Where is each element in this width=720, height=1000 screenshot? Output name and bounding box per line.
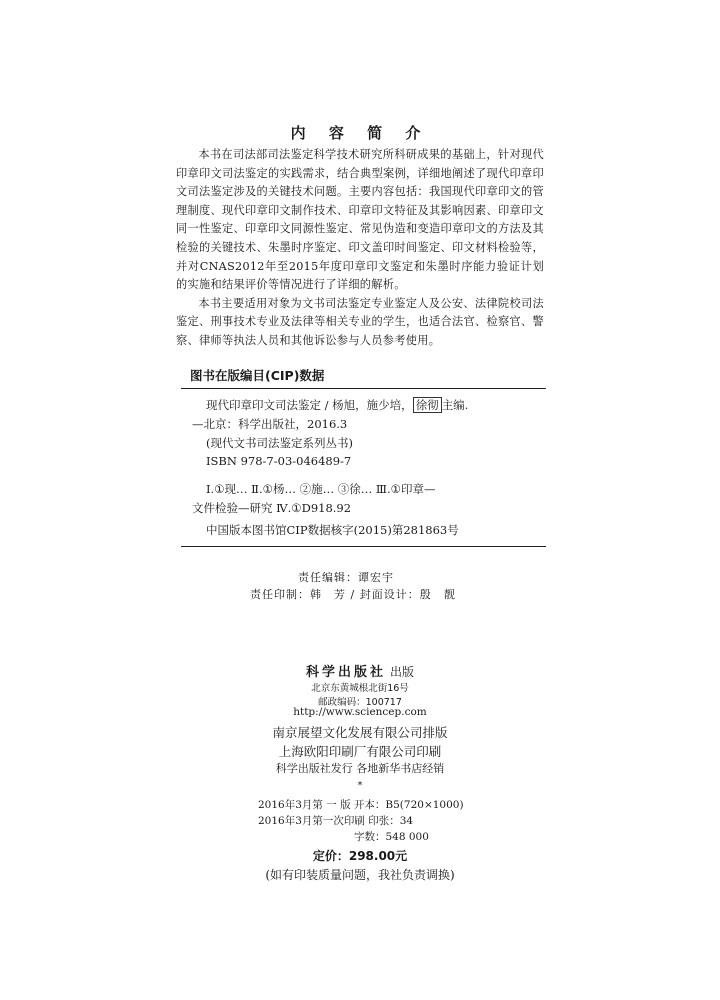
- edition-line: 2016年3月第 一 版 开本：B5(720×1000): [258, 799, 464, 811]
- cip-header: 图书在版编目(CIP)数据: [190, 368, 325, 383]
- cip-line-isbn: ISBN 978-7-03-046489-7: [206, 454, 352, 469]
- cip-line-subject: Ⅰ.①现… Ⅱ.①杨… ②施… ③徐… Ⅲ.①印章—: [206, 482, 436, 497]
- cip-line-series: (现代文书司法鉴定系列丛书): [206, 435, 353, 450]
- cip-block: [192, 396, 542, 518]
- typesetter: 南京展望文化发展有限公司排版: [272, 725, 448, 740]
- cip-bottom-rule: [181, 546, 546, 547]
- cip-editor-role: 主编.: [441, 398, 469, 412]
- quality-notice: (如有印装质量问题，我社负责调换): [265, 868, 455, 882]
- publisher-postcode: 邮政编码：100717: [318, 697, 402, 708]
- cip-line-classification: 文件检验—研究 Ⅳ.①D918.92: [192, 500, 352, 515]
- publisher-address: 北京东黄城根北街16号: [311, 683, 409, 694]
- separator-asterisk: *: [357, 780, 363, 791]
- summary-title: 内 容 简 介: [290, 124, 430, 142]
- cip-record-number: 中国版本图书馆CIP数据核字(2015)第281863号: [206, 523, 459, 537]
- cip-top-rule: [181, 388, 546, 389]
- publisher-action: 出版: [390, 665, 415, 679]
- distribution: 科学出版社发行 各地新华书店经销: [275, 762, 445, 775]
- cip-gap: [192, 471, 542, 480]
- summary-paragraph-2: 本书主要适用对象为文书司法鉴定专业鉴定人及公安、法律院校司法鉴定、刑事技术专业及法律等相关专业的学生，也适合法官、检察官、警察、律师等执法人员和其他诉讼参与人员参考使用。: [176, 296, 544, 347]
- cip-line-title: [192, 396, 542, 415]
- word-count: 字数：548 000: [354, 831, 429, 843]
- cip-boxed-name: 徐彻: [413, 397, 442, 413]
- credit-print-design: 责任印制：韩 芳 / 封面设计：殷 靓: [250, 588, 456, 601]
- publisher-name: 科学出版社: [305, 665, 386, 680]
- price: 定价：298.00元: [312, 849, 408, 863]
- printing-line: 2016年3月第一次印刷 印张：34: [258, 815, 414, 827]
- publisher-website: http://www.sciencep.com: [293, 706, 427, 718]
- credit-editor: 责任编辑：谭宏宇: [298, 571, 394, 584]
- cip-line-imprint: —北京：科学出版社，2016.3: [192, 416, 348, 431]
- publisher-line: [0, 661, 720, 680]
- cip-authors: 现代印章印文司法鉴定 / 杨旭，施少培，: [206, 398, 413, 412]
- summary-body: [176, 146, 544, 351]
- summary-paragraph-1: 本书在司法部司法鉴定科学技术研究所科研成果的基础上，针对现代印章印文司法鉴定的实践需求，结合典型案例，详细地阐述了现代印章印文司法鉴定涉及的关键技术问题。主要内容包括：我国现代印章印文的管理制度、现代印章印文制作技术、印章印文特征及其影响因素、印章印文同一性鉴定、印章印文同源性鉴定、常见伪造和变造印章印文的方法及其检验的关键技术、朱墨时序鉴定、印文盖印时间鉴定、印文材料检验等，并对CNAS2012年至2015年度印章印文鉴定和朱墨时序能力验证计划的实施和结果评价等情况进行了详细的解析。: [176, 148, 544, 292]
- printer: 上海欧阳印刷厂有限公司印刷: [278, 744, 442, 759]
